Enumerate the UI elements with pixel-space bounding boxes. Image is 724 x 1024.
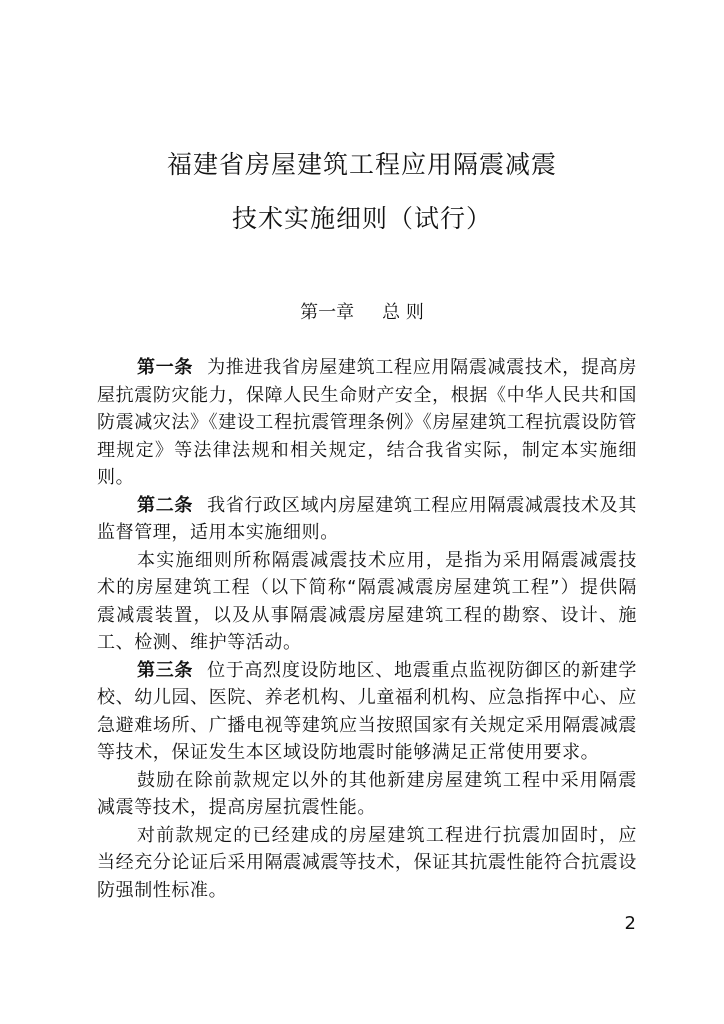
paragraph-article-1 bbox=[97, 354, 637, 492]
paragraph-text: 鼓励在除前款规定以外的其他新建房屋建筑工程中采用隔震减震等技术，提高房屋抗震性能。 bbox=[97, 769, 637, 818]
paragraph-article-2-definition bbox=[97, 547, 637, 657]
article-label: 第三条 bbox=[137, 659, 194, 681]
paragraph-article-3-encourage bbox=[97, 767, 637, 822]
paragraph-text: 对前款规定的已经建成的房屋建筑工程进行抗震加固时，应当经充分论证后采用隔震减震等技术，保证其抗震性能符合抗震设防强制性标准。 bbox=[97, 824, 637, 901]
chapter-heading bbox=[0, 301, 724, 325]
chapter-title: 总 则 bbox=[382, 302, 424, 323]
page-number: 2 bbox=[624, 913, 636, 934]
paragraph-article-3-retrofit bbox=[97, 822, 637, 905]
paragraph-article-3 bbox=[97, 657, 637, 767]
document-title-line-2: 技术实施细则（试行） bbox=[231, 204, 492, 233]
paragraph-article-2 bbox=[97, 492, 637, 547]
paragraph-text: 我省行政区域内房屋建筑工程应用隔震减震技术及其监督管理，适用本实施细则。 bbox=[97, 494, 637, 543]
paragraph-text: 为推进我省房屋建筑工程应用隔震减震技术，提高房屋抗震防灾能力，保障人民生命财产安全，根据《中华人民共和国防震减灾法》《建设工程抗震管理条例》《房屋建筑工程抗震设防管理规定》等法律法规和相关规定，结合我省实际，制定本实施细则。 bbox=[97, 357, 637, 488]
paragraph-text: 位于高烈度设防地区、地震重点监视防御区的新建学校、幼儿园、医院、养老机构、儿童福利机构、应急指挥中心、应急避难场所、广播电视等建筑应当按照国家有关规定采用隔震减震等技术，保证发生本区域设防地震时能够满足正常使用要求。 bbox=[97, 659, 637, 763]
paragraph-text: 本实施细则所称隔震减震技术应用，是指为采用隔震减震技术的房屋建筑工程（以下简称“隔震减震房屋建筑工程”）提供隔震减震装置，以及从事隔震减震房屋建筑工程的勘察、设计、施工、检测、维护等活动。 bbox=[97, 549, 637, 653]
article-label: 第一条 bbox=[137, 357, 194, 378]
chapter-number: 第一章 bbox=[300, 302, 355, 323]
article-label: 第二条 bbox=[137, 494, 194, 516]
document-body bbox=[97, 354, 637, 904]
document-title-line-1: 福建省房屋建筑工程应用隔震减震 bbox=[166, 150, 557, 179]
